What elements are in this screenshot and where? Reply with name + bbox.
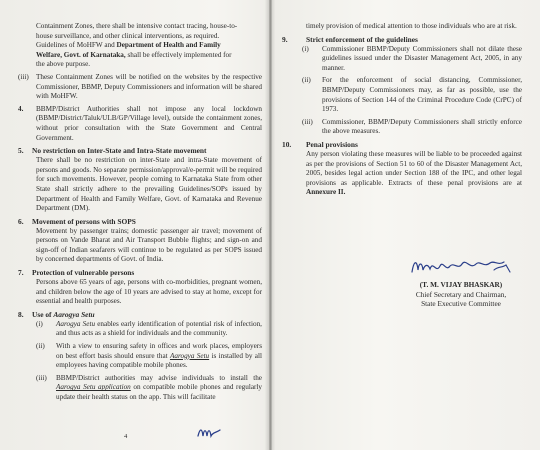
signatory-committee: State Executive Committee <box>421 299 501 309</box>
section-9-item-ii: (ii) For the enforcement of social distancing, Commissioner, BBMP/Deputy Commissioners may, as far as possible, use the provisions of Section 144 of the Criminal Procedure Code (CrPC) of 1973. <box>302 76 522 114</box>
section-8-item-i: (i) Aarogya Setu enables early identification of potential risk of infection, and thus acts as a shield for individuals and the community. <box>36 319 262 338</box>
section-8-item-iii: (iii) BBMP/District authorities may advise individuals to install the Aarogya Setu application on compatible mobile phones and regularly update their health status on the app. This will facilitate <box>36 373 262 401</box>
handwritten-initials <box>196 424 222 442</box>
section-10-text: Any person violating these measures will be liable to be proceeded against as per the provisions of Section 51 to 60 of the Disaster Management Act, 2005, besides legal action under Section 188 of the IPC, and other legal provisions as applicable. Extracts of these penal provisions are at Annexure II. <box>306 149 522 197</box>
section-8-heading: 8. Use of Aarogya Setu <box>18 309 95 319</box>
section-10-heading: 10. Penal provisions <box>282 139 358 149</box>
signature-block <box>396 254 526 309</box>
page-number: 4 <box>124 433 128 440</box>
section-5-heading: 5. No restriction on Inter-State and Intra-State movement <box>18 146 207 156</box>
intro-line: Containment Zones, there shall be intensive contact tracing, house-to- <box>36 22 238 30</box>
intro-line: the above purpose. <box>36 60 91 69</box>
section-5-text: There shall be no restriction on inter-State and intra-State movement of persons and goods. No separate permission/approval/e-permit will be required for such movements. However, people coming to Karnataka State from other State shall strictly adhere to the prevailing Guidelines/SOPs issued by Department of Health and Family Welfare, Govt. of Karnataka and Revenue Department (DM). <box>36 156 262 213</box>
section-9-heading: 9. Strict enforcement of the guidelines <box>282 34 418 44</box>
item-4-local-lockdown <box>18 105 262 143</box>
item-label: 4. <box>18 104 24 113</box>
intro-line: Guidelines of MoHFW and Department of Health and Family <box>36 41 221 50</box>
signatory-designation: Chief Secretary and Chairman, <box>415 289 507 299</box>
signatory-name: (T. M. VIJAY BHASKAR) <box>419 280 503 289</box>
item-text: BBMP/District Authorities shall not impose any local lockdown (BBMP/District/Taluk/ULB/GP/Village level), outside the containment zones, without prior consultation with the State Government and Central Government. <box>36 104 262 142</box>
item-text: These Containment Zones will be notified on the websites by the respective Commissioner, BBMP, Deputy Commissioners and information will be shared with MoHFW. <box>36 72 262 101</box>
right-page <box>272 0 540 450</box>
item-iii-containment-websites <box>18 73 262 102</box>
section-7-heading: 7. Protection of vulnerable persons <box>18 268 135 278</box>
section-9-item-iii: (iii) Commissioner, BBMP/Deputy Commissioners shall strictly enforce the above measures. <box>302 117 522 136</box>
section-8-item-ii: (ii) With a view to ensuring safety in offices and work places, employers on best effort basis should ensure that Aarogya Setu is installed by all employees having compatible mobile phones. <box>36 342 262 370</box>
intro-paragraph <box>36 22 262 70</box>
section-9-item-i: (i) Commissioner BBMP/Deputy Commissioners shall not dilate these guidelines issued under the Disaster Management Act, 2005, in any manner. <box>302 44 522 72</box>
handwritten-signature <box>406 254 516 280</box>
item-label: (iii) <box>18 72 29 81</box>
continuation-text: timely provision of medical attention to those individuals who are at risk. <box>306 22 517 30</box>
intro-line: house surveillance, and other clinical interventions, as required. <box>36 31 220 40</box>
section-6-text: Movement by passenger trains; domestic passenger air travel; movement of persons on Vande Bharat and Air Transport Bubble flights; and sign-on and sign-off of Indian seafarers will continue to be regulated as per SOPS issued by concerned departments of Govt. of India. <box>36 226 262 264</box>
section-7-text: Persons above 65 years of age, persons with co-morbidities, pregnant women, and children below the age of 10 years are advised to stay at home, except for essential and health purposes. <box>36 278 262 306</box>
section-6-heading: 6. Movement of persons with SOPS <box>18 216 136 226</box>
intro-line: Welfare, Govt. of Karnataka, shall be effectively implemented for <box>36 50 232 59</box>
